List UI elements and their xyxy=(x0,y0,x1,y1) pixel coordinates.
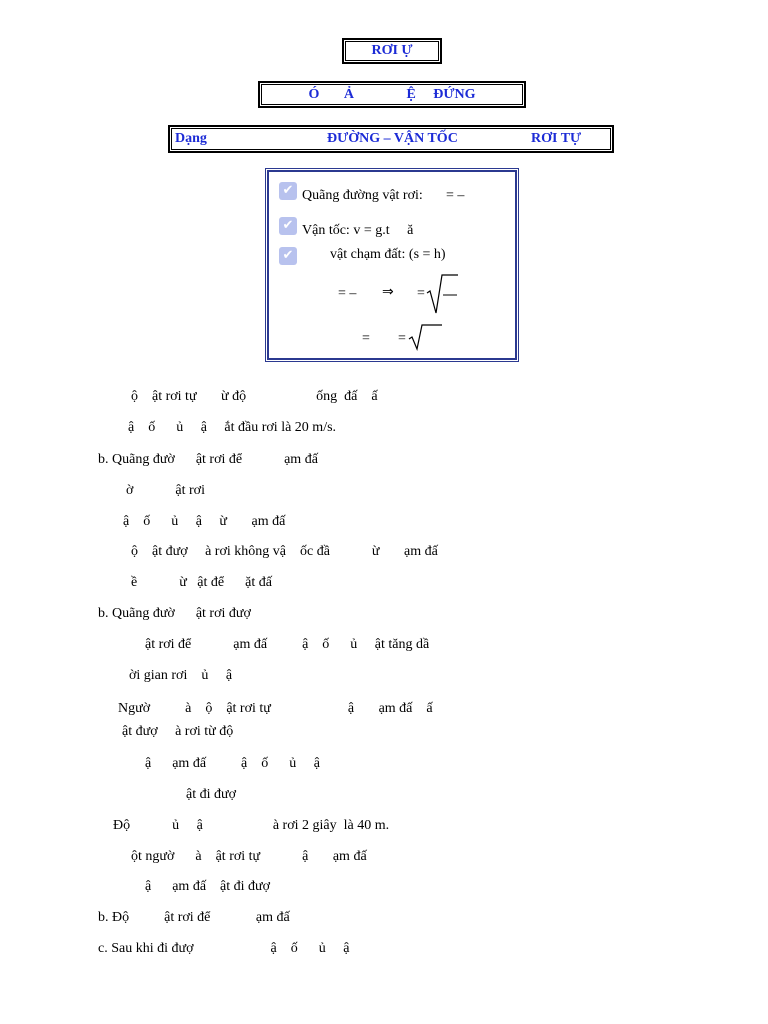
text-line: ột ngườ à ật rơi tự ậ ạm đấ xyxy=(131,849,367,864)
check-icon: ✔ xyxy=(279,182,297,200)
formula-box xyxy=(265,168,519,362)
section-heading-mid: ĐƯỜNG – VẬN TỐC xyxy=(327,131,458,146)
text-line: b. Độ ật rơi để ạm đấ xyxy=(98,910,290,925)
text-line: b. Quãng đườ ật rơi để ạm đấ xyxy=(98,452,318,467)
text-line: Độ ủ ậ à rơi 2 giây là 40 m. xyxy=(113,818,390,833)
text-line: ậ ạm đấ ật đi đượ xyxy=(145,879,271,894)
text-line: ậ ố ủ ậ ắt đầu rơi là 20 m/s. xyxy=(128,420,337,435)
text-line: Ngườ à ộ ật rơi tự ậ ạm đấ ấ xyxy=(118,701,433,716)
formula-time-eq: = xyxy=(417,286,425,301)
sqrt-symbol xyxy=(425,271,459,317)
text-line: ộ ật đượ à rơi không vậ ốc đầ ừ ạm đấ xyxy=(131,544,438,559)
section-heading-box xyxy=(168,125,614,153)
formula-distance-rhs: = – xyxy=(446,188,465,203)
text-line: ậ ạm đấ ậ ố ủ ậ xyxy=(145,756,320,771)
text-line: ật rơi để ạm đấ ậ ố ủ ật tăng dầ xyxy=(145,637,430,652)
text-line: c. Sau khi đi đượ ậ ố ủ ậ xyxy=(98,941,350,956)
formula-time-b: = xyxy=(398,331,406,346)
formula-ground-hit: vật chạm đất: (s = h) xyxy=(330,247,446,262)
text-line: ật đượ à rơi từ độ xyxy=(122,724,234,739)
section-heading-right: RƠI TỰ xyxy=(531,131,582,146)
implies-symbol: ⇒ xyxy=(382,284,394,300)
text-line: ời gian rơi ủ ậ xyxy=(129,668,233,683)
formula-velocity: Vận tốc: v = g.t ă xyxy=(302,223,414,238)
formula-time-a: = xyxy=(362,331,370,346)
text-line: ờ ật rơi xyxy=(126,483,205,498)
page-title: RƠI Ự xyxy=(371,43,413,58)
check-icon: ✔ xyxy=(279,247,297,265)
text-line: b. Quãng đườ ật rơi đượ xyxy=(98,606,251,621)
text-line: ề ừ ật để ặt đấ xyxy=(131,575,272,590)
section-heading-left: Dạng xyxy=(175,131,207,146)
page-subtitle: Ó Ả Ệ ĐỨNG xyxy=(308,86,476,102)
formula-height-lhs: = – xyxy=(338,286,357,301)
title-box xyxy=(342,38,442,64)
text-line: ật đi đượ xyxy=(186,787,236,802)
check-icon: ✔ xyxy=(279,217,297,235)
formula-distance-label: Quãng đường vật rơi: xyxy=(302,188,423,203)
text-line: ậ ố ủ ậ ừ ạm đấ xyxy=(123,514,286,529)
text-line: ộ ật rơi tự ừ độ ống đấ ấ xyxy=(131,389,378,404)
sqrt-symbol xyxy=(407,321,443,351)
subtitle-box xyxy=(258,81,526,108)
